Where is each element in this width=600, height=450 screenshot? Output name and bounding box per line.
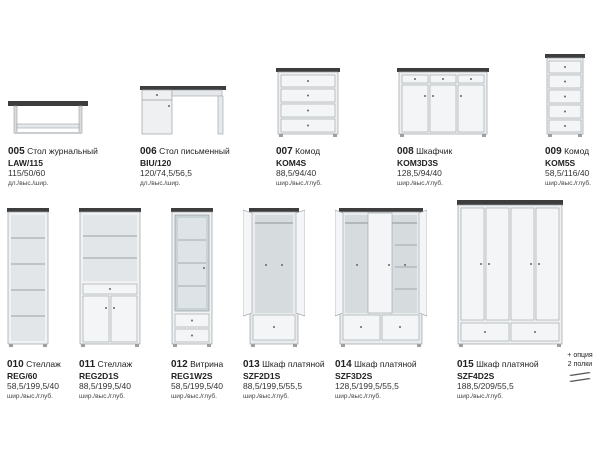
display-cabinet-image bbox=[171, 208, 213, 348]
wardrobe-3-door-image bbox=[335, 205, 427, 348]
item-code: KOM5S bbox=[545, 157, 576, 168]
option-note-line1: + опция bbox=[567, 352, 593, 359]
item-name: Шкаф платяной bbox=[476, 359, 539, 369]
item-name: Шкаф платяной bbox=[354, 359, 417, 369]
item-number: 010 bbox=[7, 359, 24, 370]
desk-image bbox=[140, 84, 226, 136]
chest-of-drawers-image bbox=[276, 68, 340, 138]
wardrobe-2-door-image bbox=[243, 205, 305, 348]
item-name: Стол письменный bbox=[159, 146, 230, 156]
item-code: KOM3D3S bbox=[397, 157, 439, 168]
item-number: 013 bbox=[243, 359, 260, 370]
item-units: шир./выс./глуб. bbox=[457, 392, 503, 400]
item-code: REG/60 bbox=[7, 370, 38, 381]
item-units: шир./выс./глуб. bbox=[335, 392, 381, 400]
item-name: Комод bbox=[295, 146, 321, 156]
item-number: 006 bbox=[140, 146, 157, 157]
item-number: 009 bbox=[545, 146, 562, 157]
item-name: Витрина bbox=[190, 359, 224, 369]
item-units: шир./выс./глуб. bbox=[79, 392, 125, 400]
option-note bbox=[560, 351, 600, 384]
item-dimensions: 120/74,5/56,5 bbox=[140, 168, 192, 178]
item-dimensions: 88,5/94/40 bbox=[276, 168, 317, 178]
item-number: 011 bbox=[79, 359, 96, 370]
item-name: Стеллаж bbox=[26, 359, 61, 369]
item-number: 015 bbox=[457, 359, 474, 370]
coffee-table-image bbox=[8, 98, 88, 138]
item-name: Комод bbox=[564, 146, 590, 156]
item-code: KOM4S bbox=[276, 157, 307, 168]
item-name: Стол журнальный bbox=[27, 146, 98, 156]
shelf-with-doors-image bbox=[79, 208, 141, 348]
option-note-line2: 2 полки bbox=[567, 361, 593, 368]
bookshelf-image bbox=[7, 208, 49, 348]
item-code: LAW/115 bbox=[8, 157, 43, 168]
item-dimensions: 58,5/199,5/40 bbox=[7, 381, 59, 391]
wardrobe-4-door-image bbox=[457, 200, 563, 348]
item-number: 008 bbox=[397, 146, 414, 157]
item-code: REG2D1S bbox=[79, 370, 119, 381]
item-dimensions: 128,5/94/40 bbox=[397, 168, 442, 178]
item-number: 007 bbox=[276, 146, 293, 157]
item-dimensions: 88,5/199,5/40 bbox=[79, 381, 131, 391]
item-code: BIU/120 bbox=[140, 157, 172, 168]
item-dimensions: 58,5/116/40 bbox=[545, 168, 590, 178]
item-name: Шкаф платяной bbox=[262, 359, 325, 369]
item-code: SZF4D2S bbox=[457, 370, 495, 381]
item-number: 005 bbox=[8, 146, 25, 157]
cabinet-image bbox=[397, 68, 489, 138]
item-code: SZF3D2S bbox=[335, 370, 373, 381]
item-code: SZF2D1S bbox=[243, 370, 281, 381]
item-dimensions: 115/50/60 bbox=[8, 168, 46, 178]
item-dimensions: 58,5/199,5/40 bbox=[171, 381, 223, 391]
item-name: Стеллаж bbox=[97, 359, 133, 369]
item-name: Шкафчик bbox=[416, 146, 453, 156]
shelves-icon bbox=[567, 370, 593, 384]
item-code: REG1W2S bbox=[171, 370, 213, 381]
item-number: 012 bbox=[171, 359, 188, 370]
item-units: дл./выс./шир. bbox=[8, 179, 49, 187]
item-units: шир./выс./глуб. bbox=[171, 392, 217, 400]
item-units: шир./выс./глуб. bbox=[397, 179, 443, 187]
item-dimensions: 188,5/209/55,5 bbox=[457, 381, 514, 391]
item-units: дл./выс./шир. bbox=[140, 179, 181, 187]
item-dimensions: 88,5/199,5/55,5 bbox=[243, 381, 303, 391]
item-units: шир./выс./глуб. bbox=[7, 392, 53, 400]
item-units: шир./выс./глуб. bbox=[276, 179, 322, 187]
item-units: шир./выс./глуб. bbox=[243, 392, 289, 400]
tall-chest-image bbox=[545, 54, 585, 138]
item-number: 014 bbox=[335, 359, 352, 370]
item-dimensions: 128,5/199,5/55,5 bbox=[335, 381, 399, 391]
item-units: шир./выс./глуб. bbox=[545, 179, 591, 187]
